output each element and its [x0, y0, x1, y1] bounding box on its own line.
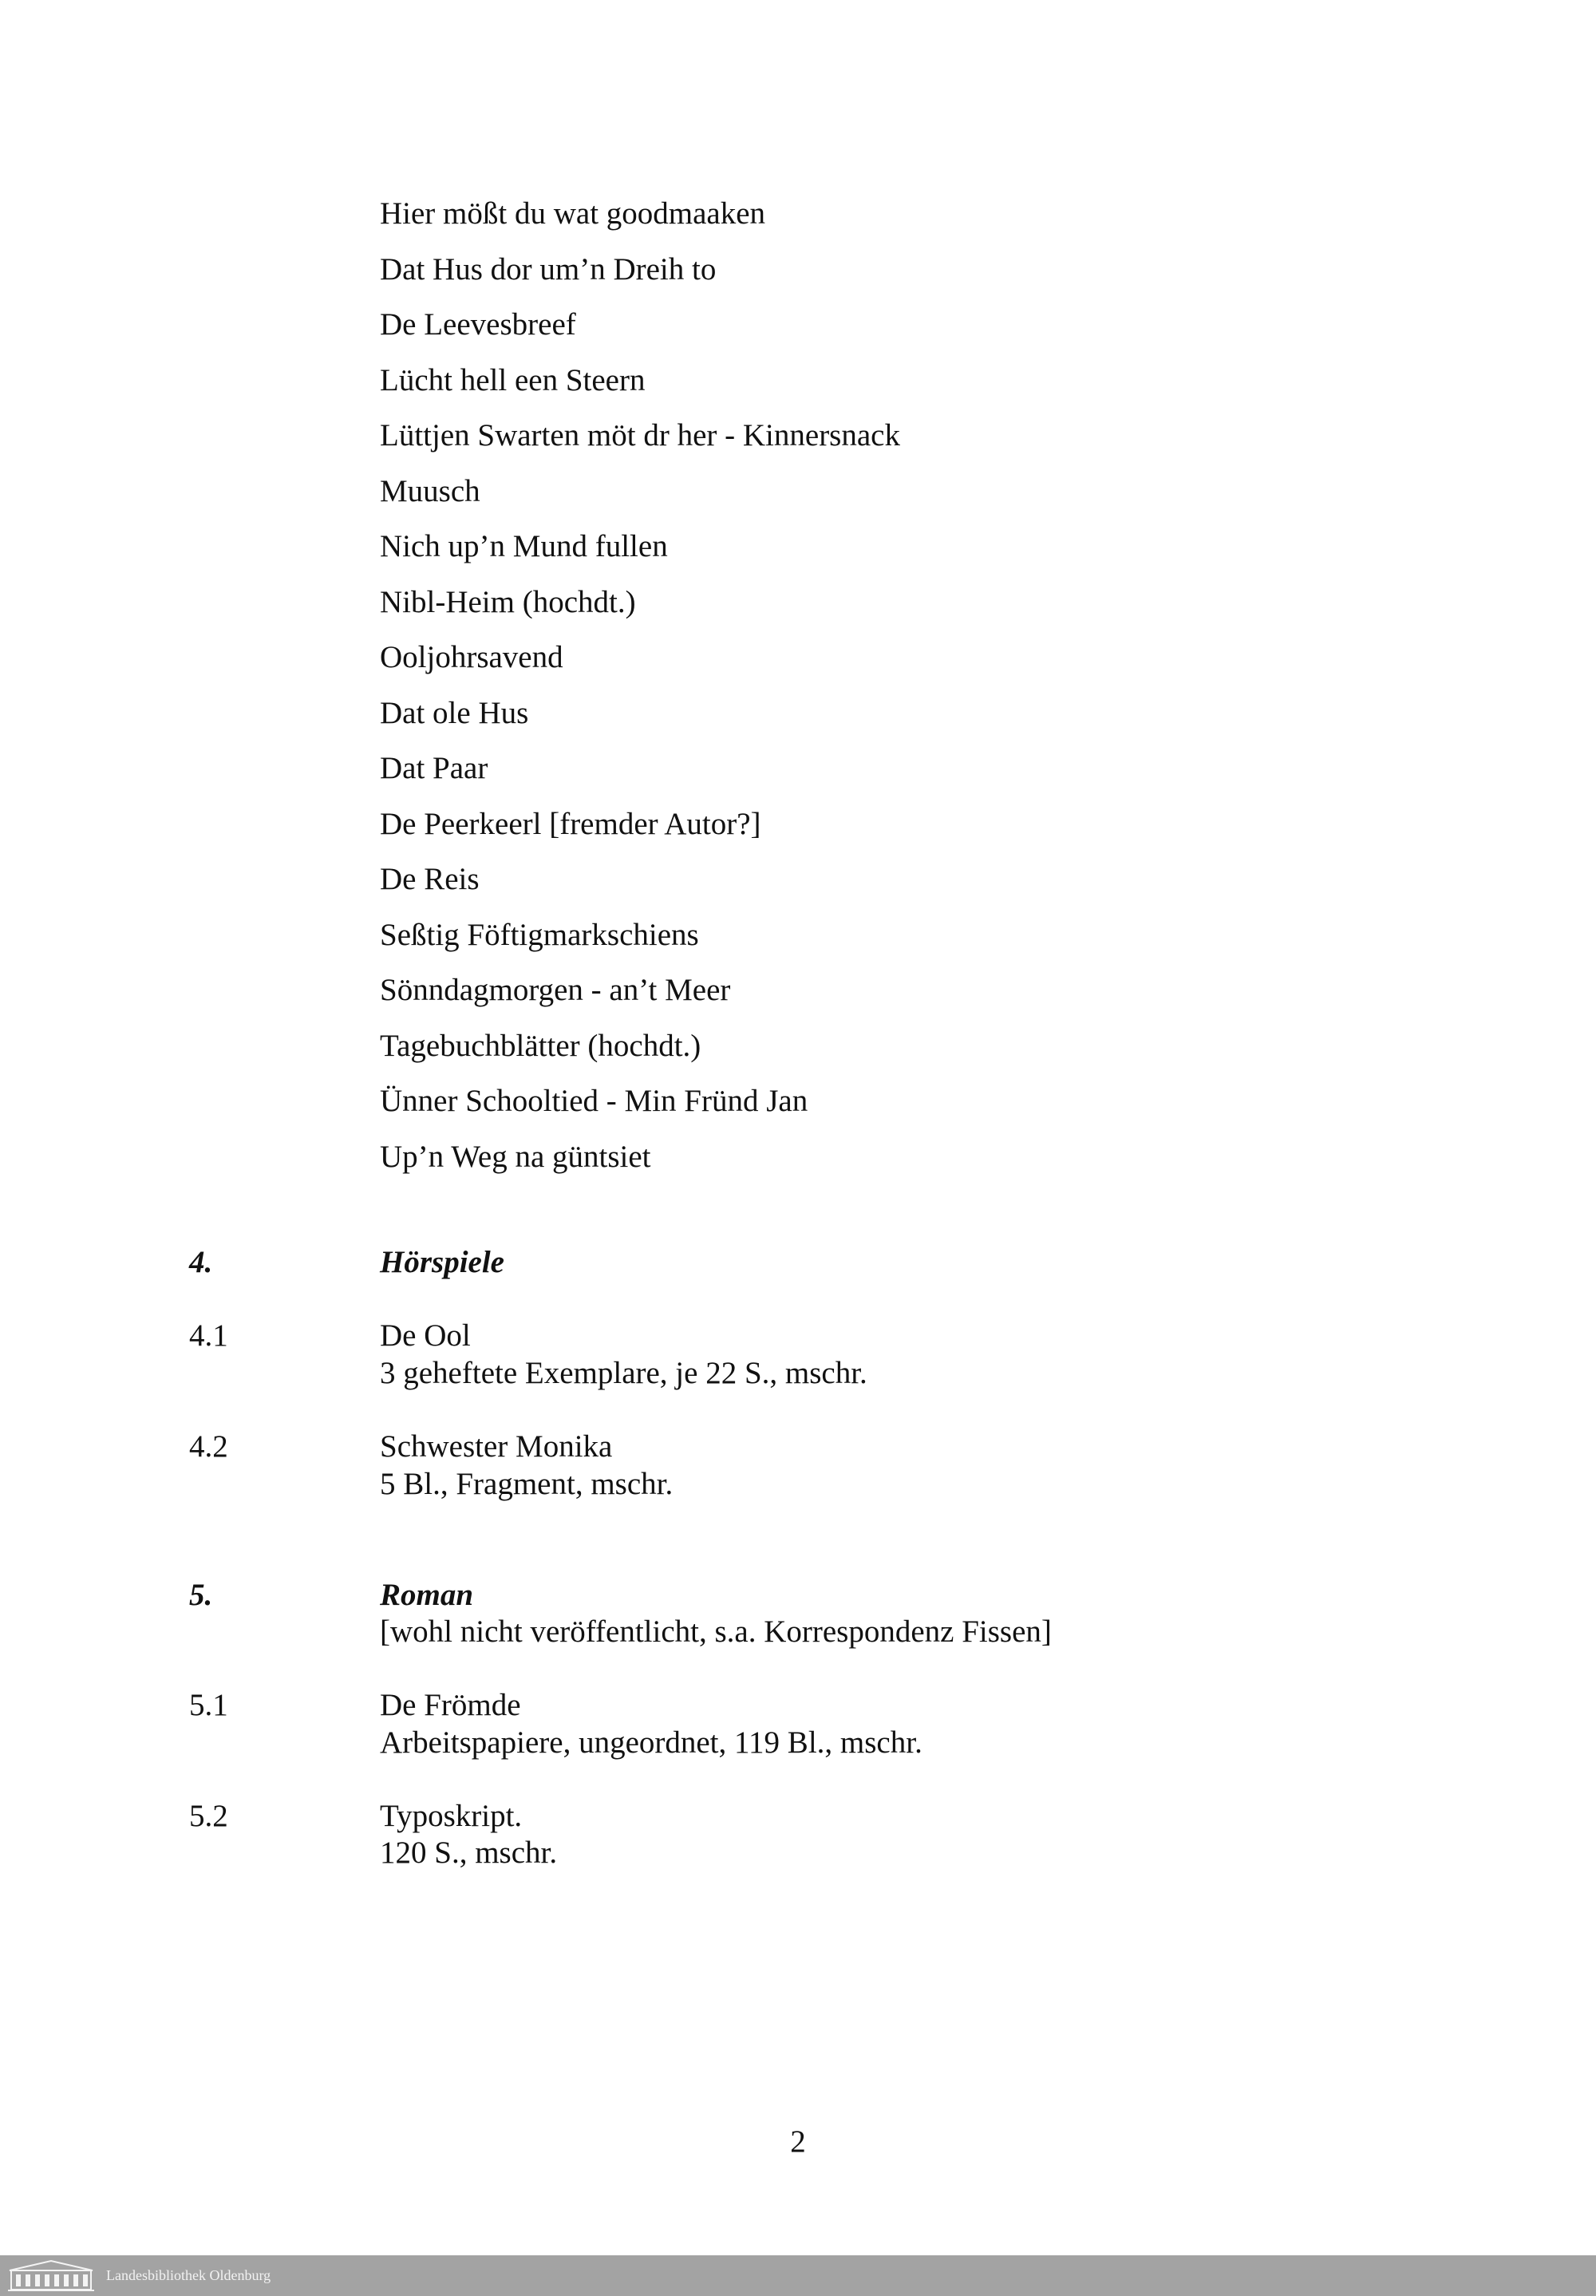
- list-item: Lüttjen Swarten möt dr her - Kinnersnack: [380, 418, 900, 452]
- section-4-title: Hörspiele: [380, 1245, 504, 1279]
- poem-list: [380, 186, 900, 1184]
- entry-5-2-title: Typoskript.: [380, 1799, 523, 1833]
- entry-5-1-title: De Frömde: [380, 1688, 521, 1722]
- entry-4-2-title: Schwester Monika: [380, 1429, 613, 1464]
- section-4-number: 4.: [189, 1245, 213, 1279]
- list-item: De Leevesbreef: [380, 307, 576, 342]
- list-item: Up’n Weg na güntsiet: [380, 1139, 651, 1174]
- section-5-number: 5.: [189, 1578, 213, 1612]
- entry-4-2-number: 4.2: [189, 1429, 228, 1464]
- entry-5-1-number: 5.1: [189, 1688, 228, 1722]
- footer-bar: [0, 2255, 1596, 2296]
- entry-4-1-number: 4.1: [189, 1318, 228, 1353]
- section-5-note: [wohl nicht veröffentlicht, s.a. Korrespondenz Fissen]: [380, 1614, 1052, 1649]
- entry-4-1-title: De Ool: [380, 1318, 471, 1353]
- list-item: Ünner Schooltied - Min Fründ Jan: [380, 1084, 808, 1118]
- list-item: De Peerkeerl [fremder Autor?]: [380, 806, 761, 841]
- page-number: 2: [790, 2124, 806, 2159]
- entry-4-2-detail: 5 Bl., Fragment, mschr.: [380, 1467, 674, 1501]
- list-item: Lücht hell een Steern: [380, 362, 646, 397]
- list-item: Tagebuchblätter (hochdt.): [380, 1028, 701, 1063]
- list-item: Seßtig Föftigmarkschiens: [380, 917, 699, 952]
- list-item: Dat Hus dor um’n Dreih to: [380, 251, 717, 287]
- library-building-icon: [6, 2258, 96, 2293]
- entry-4-1-detail: 3 geheftete Exemplare, je 22 S., mschr.: [380, 1356, 867, 1390]
- entry-5-2-detail: 120 S., mschr.: [380, 1836, 558, 1870]
- list-item: Sönndagmorgen - an’t Meer: [380, 973, 731, 1007]
- list-item: De Reis: [380, 862, 480, 896]
- entry-5-2-number: 5.2: [189, 1799, 228, 1833]
- section-5-title: Roman: [380, 1578, 474, 1612]
- list-item: Dat ole Hus: [380, 695, 529, 730]
- list-item: Nich up’n Mund fullen: [380, 529, 668, 563]
- list-item: Ooljohrsavend: [380, 640, 563, 674]
- entry-5-1-detail: Arbeitspapiere, ungeordnet, 119 Bl., mschr.: [380, 1725, 922, 1760]
- footer-label: Landesbibliothek Oldenburg: [106, 2267, 271, 2283]
- list-item: Muusch: [380, 473, 480, 508]
- list-item: Hier mößt du wat goodmaaken: [380, 196, 766, 231]
- list-item: Nibl-Heim (hochdt.): [380, 584, 636, 619]
- list-item: Dat Paar: [380, 751, 488, 785]
